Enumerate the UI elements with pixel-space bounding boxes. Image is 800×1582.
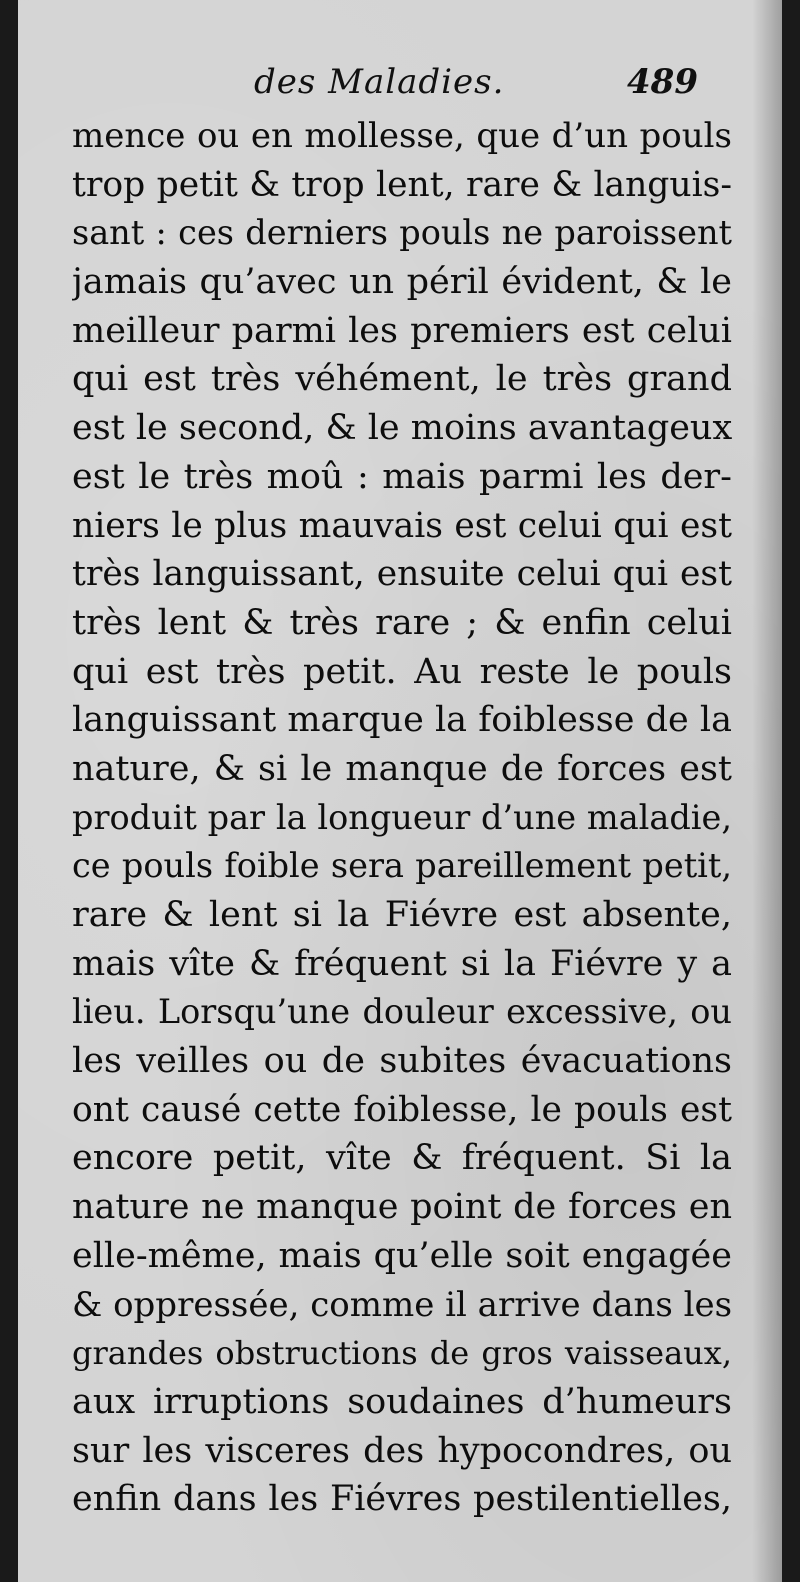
- text-line: sur les visceres des hypocondres, ou: [72, 1430, 732, 1471]
- text-line: languissant marque la foiblesse de la: [72, 700, 732, 741]
- text-line: mence ou en mollesse, que d’un pouls: [72, 116, 732, 156]
- text-line: grandes obstructions de gros vaisseaux,: [72, 1334, 732, 1373]
- text-line: très languissant, ensuite celui qui est: [72, 554, 732, 595]
- text-line: nature ne manque point de forces en: [72, 1187, 732, 1228]
- text-line: très lent & très rare ; & enfin celui: [72, 602, 732, 643]
- text-line: nature, & si le manque de forces est: [72, 748, 732, 789]
- body-text: [72, 112, 732, 1524]
- text-line: produit par la longueur d’une maladie,: [72, 797, 732, 837]
- text-line: niers le plus mauvais est celui qui est: [72, 505, 732, 546]
- text-line: qui est très véhément, le très grand: [72, 359, 732, 400]
- text-line: elle-même, mais qu’elle soit engagée: [72, 1235, 732, 1276]
- book-page: [18, 0, 782, 1582]
- text-line: enfin dans les Fiévres pestilentielles,: [72, 1479, 732, 1520]
- text-line: ce pouls foible sera pareillement petit,: [72, 846, 732, 886]
- text-line: qui est très petit. Au reste le pouls: [72, 651, 732, 692]
- text-line: est le second, & le moins avantageux: [72, 408, 732, 449]
- text-line: est le très moû : mais parmi les der-: [72, 456, 732, 497]
- text-line: lieu. Lorsqu’une douleur excessive, ou: [72, 992, 732, 1032]
- text-line: jamais qu’avec un péril évident, & le: [72, 262, 732, 303]
- running-head: des Maladies.: [254, 62, 505, 102]
- page-edge-shadow: [752, 0, 782, 1582]
- text-line: ont causé cette foiblesse, le pouls est: [72, 1089, 732, 1130]
- text-line: sant : ces derniers pouls ne paroissent: [72, 213, 732, 253]
- text-line: & oppressée, comme il arrive dans les: [72, 1284, 732, 1325]
- page-number: 489: [627, 62, 698, 102]
- text-line: meilleur parmi les premiers est celui: [72, 310, 732, 351]
- text-line: trop petit & trop lent, rare & languis-: [72, 164, 732, 205]
- text-line: les veilles ou de subites évacuations: [72, 1041, 732, 1082]
- text-line: rare & lent si la Fiévre est absente,: [72, 895, 732, 935]
- text-line: aux irruptions soudaines d’humeurs: [72, 1381, 732, 1422]
- text-line: mais vîte & fréquent si la Fiévre y a: [72, 943, 732, 984]
- text-line: encore petit, vîte & fréquent. Si la: [72, 1138, 732, 1179]
